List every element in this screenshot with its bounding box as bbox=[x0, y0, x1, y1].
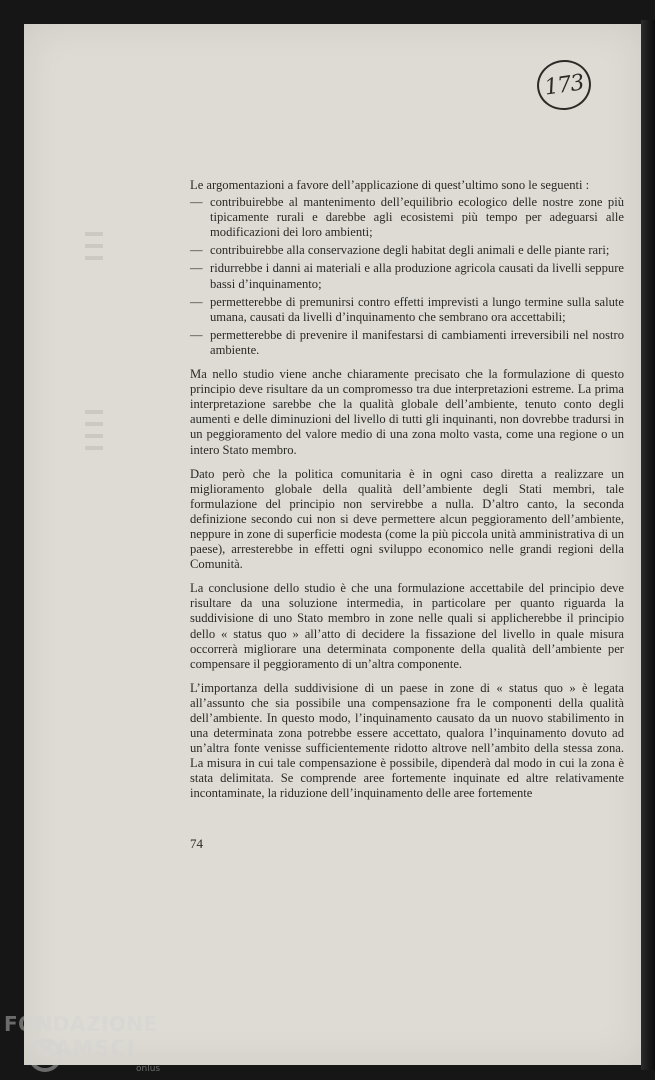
body-paragraph: Dato però che la politica comunitaria è in ogni caso diretta a realizzare un miglioramento globale della qualità dell’ambiente degli Stati membri, tale formulazione del principio non servirebbe a nulla. D’altro canto, la seconda definizione secondo cui non si deve permettere alcun peggioramento dell’ambiente, neppure in zone di superficie modesta (come la più piccola unità amministrativa di un paese), arresterebbe in effetti ogni sviluppo economico nelle grandi regioni della Comunità. bbox=[190, 466, 624, 572]
list-item-text: permetterebbe di premunirsi contro effetti imprevisti a lungo termine sulla salute umana, causati da livelli d’inquinamento che sembrano ora accettabili; bbox=[210, 294, 624, 324]
body-paragraph: L’importanza della suddivisione di un paese in zone di « status quo » è legata all’assunto che sia possibile una compensazione fra le componenti della qualità dell’ambiente. In questo modo, l’inquinamento causato da un nuovo stabilimento in una determinata zona potrebbe essere accettato, qualora l’inquinamento dovuto ad un’altra fonte venisse sufficientemente ridotto altrove nell’ambito della stessa zona. La misura in cui tale compensazione è possibile, dipenderà dal modo in cui la zona è stata delimitata. Se comprende aree fortemente inquinate ed altre relativamente incontaminate, la riduzione dell’inquinamento delle aree fortemente bbox=[190, 680, 624, 801]
body-paragraph: La conclusione dello studio è che una formulazione accettabile del principio deve risultare da una soluzione intermedia, in particolare per quanto riguarda la suddivisione di uno Stato membro in zone nelle quali si applicherebbe il principio dello « status quo » all’atto di decidere la fissazione del livello in quale misura occorrerà migliorare una determinata componente della qualità dell’ambiente per compensare il peggioramento di un’altra componente. bbox=[190, 581, 624, 671]
list-item-text: permetterebbe di prevenire il manifestarsi di cambiamenti irreversibili nel nostro ambiente. bbox=[210, 327, 624, 357]
list-item bbox=[190, 328, 624, 358]
intro-paragraph: Le argomentazioni a favore dell’applicazione di quest’ultimo sono le seguenti : bbox=[190, 178, 590, 192]
list-item bbox=[190, 195, 624, 240]
dash-marker: — bbox=[190, 261, 203, 276]
dash-marker: — bbox=[190, 327, 203, 342]
watermark-line-2: RAMSCI bbox=[38, 1036, 136, 1060]
body-paragraph: Ma nello studio viene anche chiaramente precisato che la formulazione di questo principio deve risultare da un compromesso tra due interpretazioni estreme. La prima interpretazione sarebbe che la qualità globale dell’ambiente, tenuto conto degli aumenti e delle diminuzioni del livello di tutti gli inquinanti, non dovrebbe tradursi in un peggioramento del valore medio di una zona molto vasta, come una regione o un intero Stato membro. bbox=[190, 367, 624, 457]
watermark-suffix: onlus bbox=[136, 1064, 161, 1074]
list-item bbox=[190, 243, 624, 258]
page-number: 74 bbox=[190, 836, 203, 851]
list-item-text: contribuirebbe al mantenimento dell’equilibrio ecologico delle nostre zone più tipicamente rurali e darebbe agli ecosistemi più tempo per adeguarsi alle modificazioni dei loro ambienti; bbox=[210, 195, 624, 240]
watermark-line-1: FONDAZIONE bbox=[4, 1012, 158, 1036]
list-item-text: contribuirebbe alla conservazione degli habitat degli animali e delle piante rari; bbox=[210, 243, 610, 258]
archive-number-text: 173 bbox=[542, 69, 586, 101]
document-body bbox=[190, 178, 624, 811]
book-spine bbox=[641, 20, 655, 1070]
dash-marker: — bbox=[190, 294, 203, 309]
argument-list bbox=[190, 195, 624, 358]
list-item-text: ridurrebbe i danni ai materiali e alla produzione agricola causati da livelli seppure bassi d’inquinamento; bbox=[210, 261, 624, 291]
list-item bbox=[190, 261, 624, 291]
dash-marker: — bbox=[190, 243, 203, 258]
list-item bbox=[190, 295, 624, 325]
dash-marker: — bbox=[190, 195, 203, 210]
margin-smudges bbox=[85, 232, 120, 472]
